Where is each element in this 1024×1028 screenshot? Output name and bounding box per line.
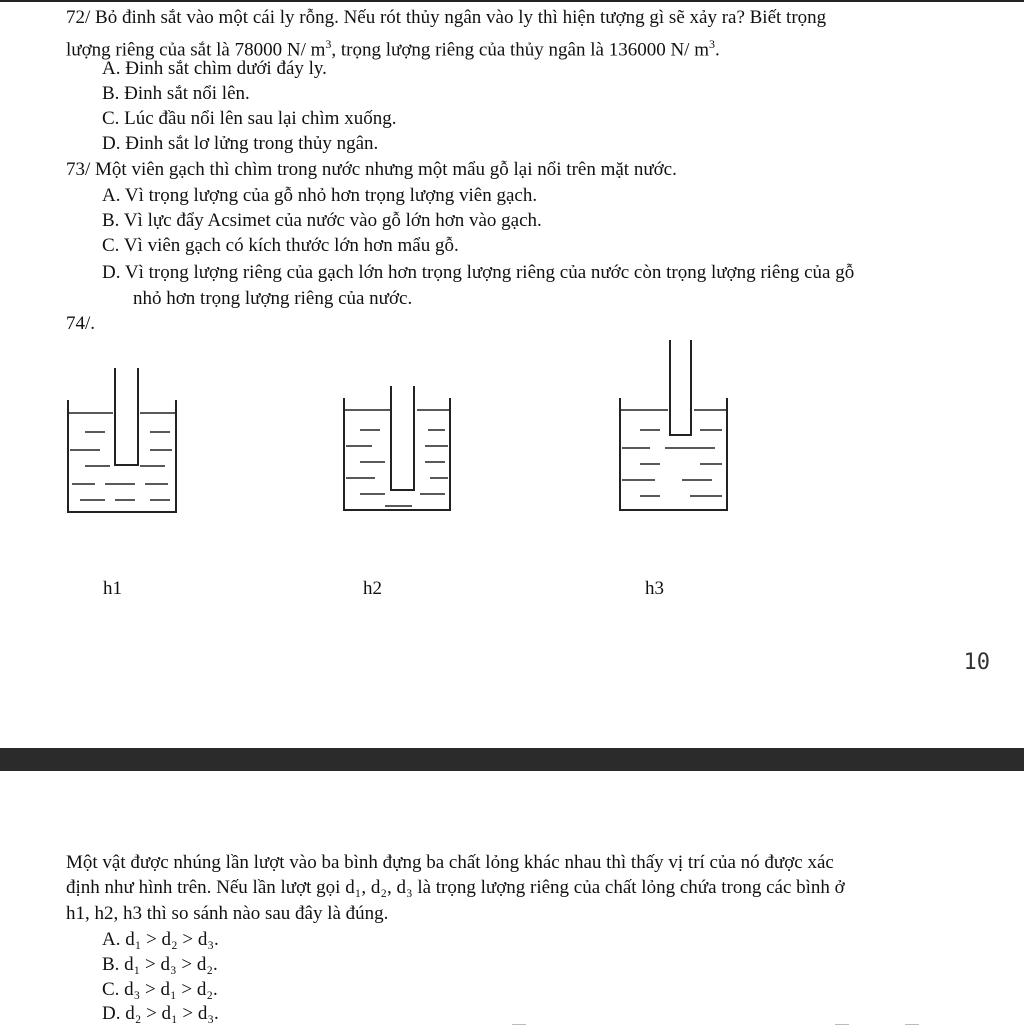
q72-option-c: C. Lúc đầu nổi lên sau lại chìm xuống. bbox=[102, 108, 397, 129]
q73-option-a: A. Vì trọng lượng của gỗ nhỏ hơn trọng lượng viên gạch. bbox=[102, 185, 538, 206]
figure-label-h3: h3 bbox=[645, 578, 664, 599]
q73-option-d: D. Vì trọng lượng riêng của gạch lớn hơn trọng lượng riêng của nước còn trọng lượng riêng của gỗ bbox=[102, 262, 855, 283]
top-border bbox=[0, 0, 1024, 2]
q74-text-line3: h1, h2, h3 thì so sánh nào sau đây là đúng. bbox=[66, 903, 389, 924]
beaker-h1 bbox=[68, 368, 176, 512]
q73-option-d-continued: nhỏ hơn trọng lượng riêng của nước. bbox=[133, 288, 413, 309]
q72-option-a: A. Đinh sắt chìm dưới đáy ly. bbox=[102, 58, 327, 79]
q74-text-line2: định như hình trên. Nếu lần lượt gọi d₁, d₂, d₃ là trọng lượng riêng của chất lỏng chứa trong các bình ở bbox=[66, 877, 845, 898]
q72-option-b: B. Đinh sắt nổi lên. bbox=[102, 83, 250, 104]
beaker-h2 bbox=[344, 386, 450, 510]
figure-label-h1: h1 bbox=[103, 578, 122, 599]
q74-label: 74/. bbox=[66, 313, 96, 334]
q72-option-d: D. Đinh sắt lơ lửng trong thủy ngân. bbox=[102, 133, 379, 154]
table-fragment-3 bbox=[905, 1024, 919, 1025]
table-fragment-1 bbox=[512, 1024, 526, 1025]
q74-text-line1: Một vật được nhúng lần lượt vào ba bình đựng ba chất lỏng khác nhau thì thấy vị trí của nó được xác bbox=[66, 852, 834, 873]
q72-line1: 72/ Bỏ đinh sắt vào một cái ly rỗng. Nếu rót thủy ngân vào ly thì hiện tượng gì sẽ xảy ra? Biết trọng bbox=[66, 7, 827, 28]
page-number: 10 bbox=[963, 650, 990, 675]
figure-label-h2: h2 bbox=[363, 578, 382, 599]
page-divider bbox=[0, 748, 1024, 771]
beaker-h3 bbox=[620, 340, 727, 510]
beaker-figures bbox=[0, 330, 1024, 570]
q72-line2: lượng riêng của sắt là 78000 N/ $m^3$, trọng lượng riêng của thủy ngân là 136000 N/ $m^3$. bbox=[66, 37, 720, 61]
q73-option-b: B. Vì lực đẩy Acsimet của nước vào gỗ lớn hơn vào gạch. bbox=[102, 210, 542, 231]
q73-option-c: C. Vì viên gạch có kích thước lớn hơn mẩu gỗ. bbox=[102, 235, 459, 256]
q73-line1: 73/ Một viên gạch thì chìm trong nước nhưng một mẩu gỗ lại nổi trên mặt nước. bbox=[66, 159, 677, 180]
q74-option-a: A. d₁ > d₂ > d₃. bbox=[102, 929, 219, 950]
table-fragment-2 bbox=[835, 1024, 849, 1025]
q74-option-b: B. d₁ > d₃ > d₂. bbox=[102, 954, 218, 975]
q74-option-c: C. d₃ > d₁ > d₂. bbox=[102, 979, 218, 1000]
q74-option-d: D. d₂ > d₁ > d₃. bbox=[102, 1003, 219, 1024]
